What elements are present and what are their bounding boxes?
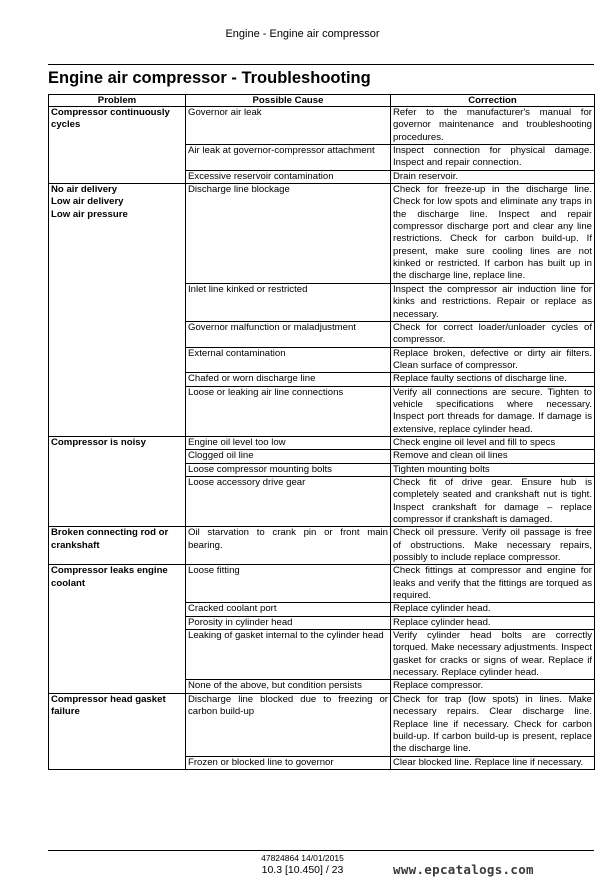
- footer-rule: [48, 850, 594, 851]
- table-header-row: [49, 95, 595, 107]
- running-header: Engine - Engine air compressor: [225, 28, 380, 40]
- cause-cell: Clogged oil line: [186, 450, 391, 463]
- correction-cell: Inspect connection for physical damage. Inspect and repair connection.: [391, 145, 595, 171]
- correction-cell: Replace faulty sections of discharge line.: [391, 373, 595, 386]
- problem-cell: Compressor head gasket failure: [49, 693, 186, 769]
- cause-cell: Oil starvation to crank pin or front main bearing.: [186, 527, 391, 565]
- correction-cell: Inspect the compressor air induction line for kinks and restrictions. Repair or replace as necessary.: [391, 283, 595, 321]
- footer-page-number: 10.3 [10.450] / 23: [261, 864, 344, 876]
- column-header-problem: Problem: [49, 95, 186, 107]
- correction-cell: Replace cylinder head.: [391, 616, 595, 629]
- correction-cell: Clear blocked line. Replace line if necessary.: [391, 756, 595, 769]
- correction-cell: Check oil pressure. Verify oil passage is free of obstructions. Make necessary repairs, possibly to include replace compressor.: [391, 527, 595, 565]
- cause-cell: External contamination: [186, 347, 391, 373]
- header-rule: [48, 64, 594, 65]
- column-header-cause: Possible Cause: [186, 95, 391, 107]
- correction-cell: Refer to the manufacturer's manual for governor maintenance and troubleshooting procedures.: [391, 107, 595, 145]
- cause-cell: Inlet line kinked or restricted: [186, 283, 391, 321]
- problem-cell: Compressor continuously cycles: [49, 107, 186, 184]
- cause-cell: Loose accessory drive gear: [186, 476, 391, 526]
- correction-cell: Check fit of drive gear. Ensure hub is completely seated and crankshaft nut is tight. Inspect crankshaft for damage – replace compressor if crankshaft is damaged.: [391, 476, 595, 526]
- column-header-correction: Correction: [391, 95, 595, 107]
- problem-cell: Compressor leaks engine coolant: [49, 565, 186, 693]
- cause-cell: Loose fitting: [186, 565, 391, 603]
- cause-cell: Leaking of gasket internal to the cylinder head: [186, 630, 391, 680]
- correction-cell: Replace broken, defective or dirty air filters. Clean surface of compressor.: [391, 347, 595, 373]
- correction-cell: Check for trap (low spots) in lines. Make necessary repairs. Clear discharge line. Replace line if necessary. Check for carbon build-up. If carbon build-up is present, replace the discharge line.: [391, 693, 595, 756]
- correction-cell: Replace compressor.: [391, 680, 595, 693]
- correction-cell: Check fittings at compressor and engine for leaks and verify that the fittings are torqued as required.: [391, 565, 595, 603]
- cause-cell: Loose or leaking air line connections: [186, 386, 391, 436]
- problem-cell: Compressor is noisy: [49, 436, 186, 526]
- cause-cell: Excessive reservoir contamination: [186, 170, 391, 183]
- cause-cell: Cracked coolant port: [186, 603, 391, 616]
- watermark: www.epcatalogs.com: [393, 862, 534, 877]
- cause-cell: Discharge line blockage: [186, 184, 391, 284]
- problem-cell: No air delivery Low air delivery Low air pressure: [49, 184, 186, 437]
- correction-cell: Replace cylinder head.: [391, 603, 595, 616]
- cause-cell: Air leak at governor-compressor attachment: [186, 145, 391, 171]
- table-row: [49, 693, 595, 756]
- cause-cell: Porosity in cylinder head: [186, 616, 391, 629]
- cause-cell: Governor air leak: [186, 107, 391, 145]
- correction-cell: Check engine oil level and fill to specs: [391, 436, 595, 449]
- correction-cell: Tighten mounting bolts: [391, 463, 595, 476]
- table-row: [49, 436, 595, 449]
- problem-cell: Broken connecting rod or crankshaft: [49, 527, 186, 565]
- correction-cell: Drain reservoir.: [391, 170, 595, 183]
- correction-cell: Verify cylinder head bolts are correctly torqued. Make necessary adjustments. Inspect gasket for cracks or signs of wear. Replace if necessary. Replace cylinder head.: [391, 630, 595, 680]
- cause-cell: None of the above, but condition persists: [186, 680, 391, 693]
- cause-cell: Discharge line blocked due to freezing or carbon build-up: [186, 693, 391, 756]
- correction-cell: Check for freeze-up in the discharge line. Check for low spots and eliminate any traps in the discharge line. Inspect and repair compressor discharge port and clear any line restrictions. Check for carbon build-up. If present, make sure cooling lines are not kinked or restricted. If carbon has built up in the discharge line, replace line.: [391, 184, 595, 284]
- correction-cell: Verify all connections are secure. Tighten to vehicle specifications where necessary. Inspect port threads for damage. If damage is extensive, replace cylinder head.: [391, 386, 595, 436]
- cause-cell: Frozen or blocked line to governor: [186, 756, 391, 769]
- cause-cell: Chafed or worn discharge line: [186, 373, 391, 386]
- correction-cell: Check for correct loader/unloader cycles of compressor.: [391, 321, 595, 347]
- section-title: Engine air compressor - Troubleshooting: [48, 69, 371, 87]
- troubleshooting-table: [48, 94, 595, 770]
- table-row: [49, 565, 595, 603]
- table-row: [49, 527, 595, 565]
- table-row: [49, 184, 595, 284]
- cause-cell: Loose compressor mounting bolts: [186, 463, 391, 476]
- table-row: [49, 107, 595, 145]
- cause-cell: Engine oil level too low: [186, 436, 391, 449]
- footer-doc-code: 47824864 14/01/2015: [261, 853, 344, 863]
- cause-cell: Governor malfunction or maladjustment: [186, 321, 391, 347]
- correction-cell: Remove and clean oil lines: [391, 450, 595, 463]
